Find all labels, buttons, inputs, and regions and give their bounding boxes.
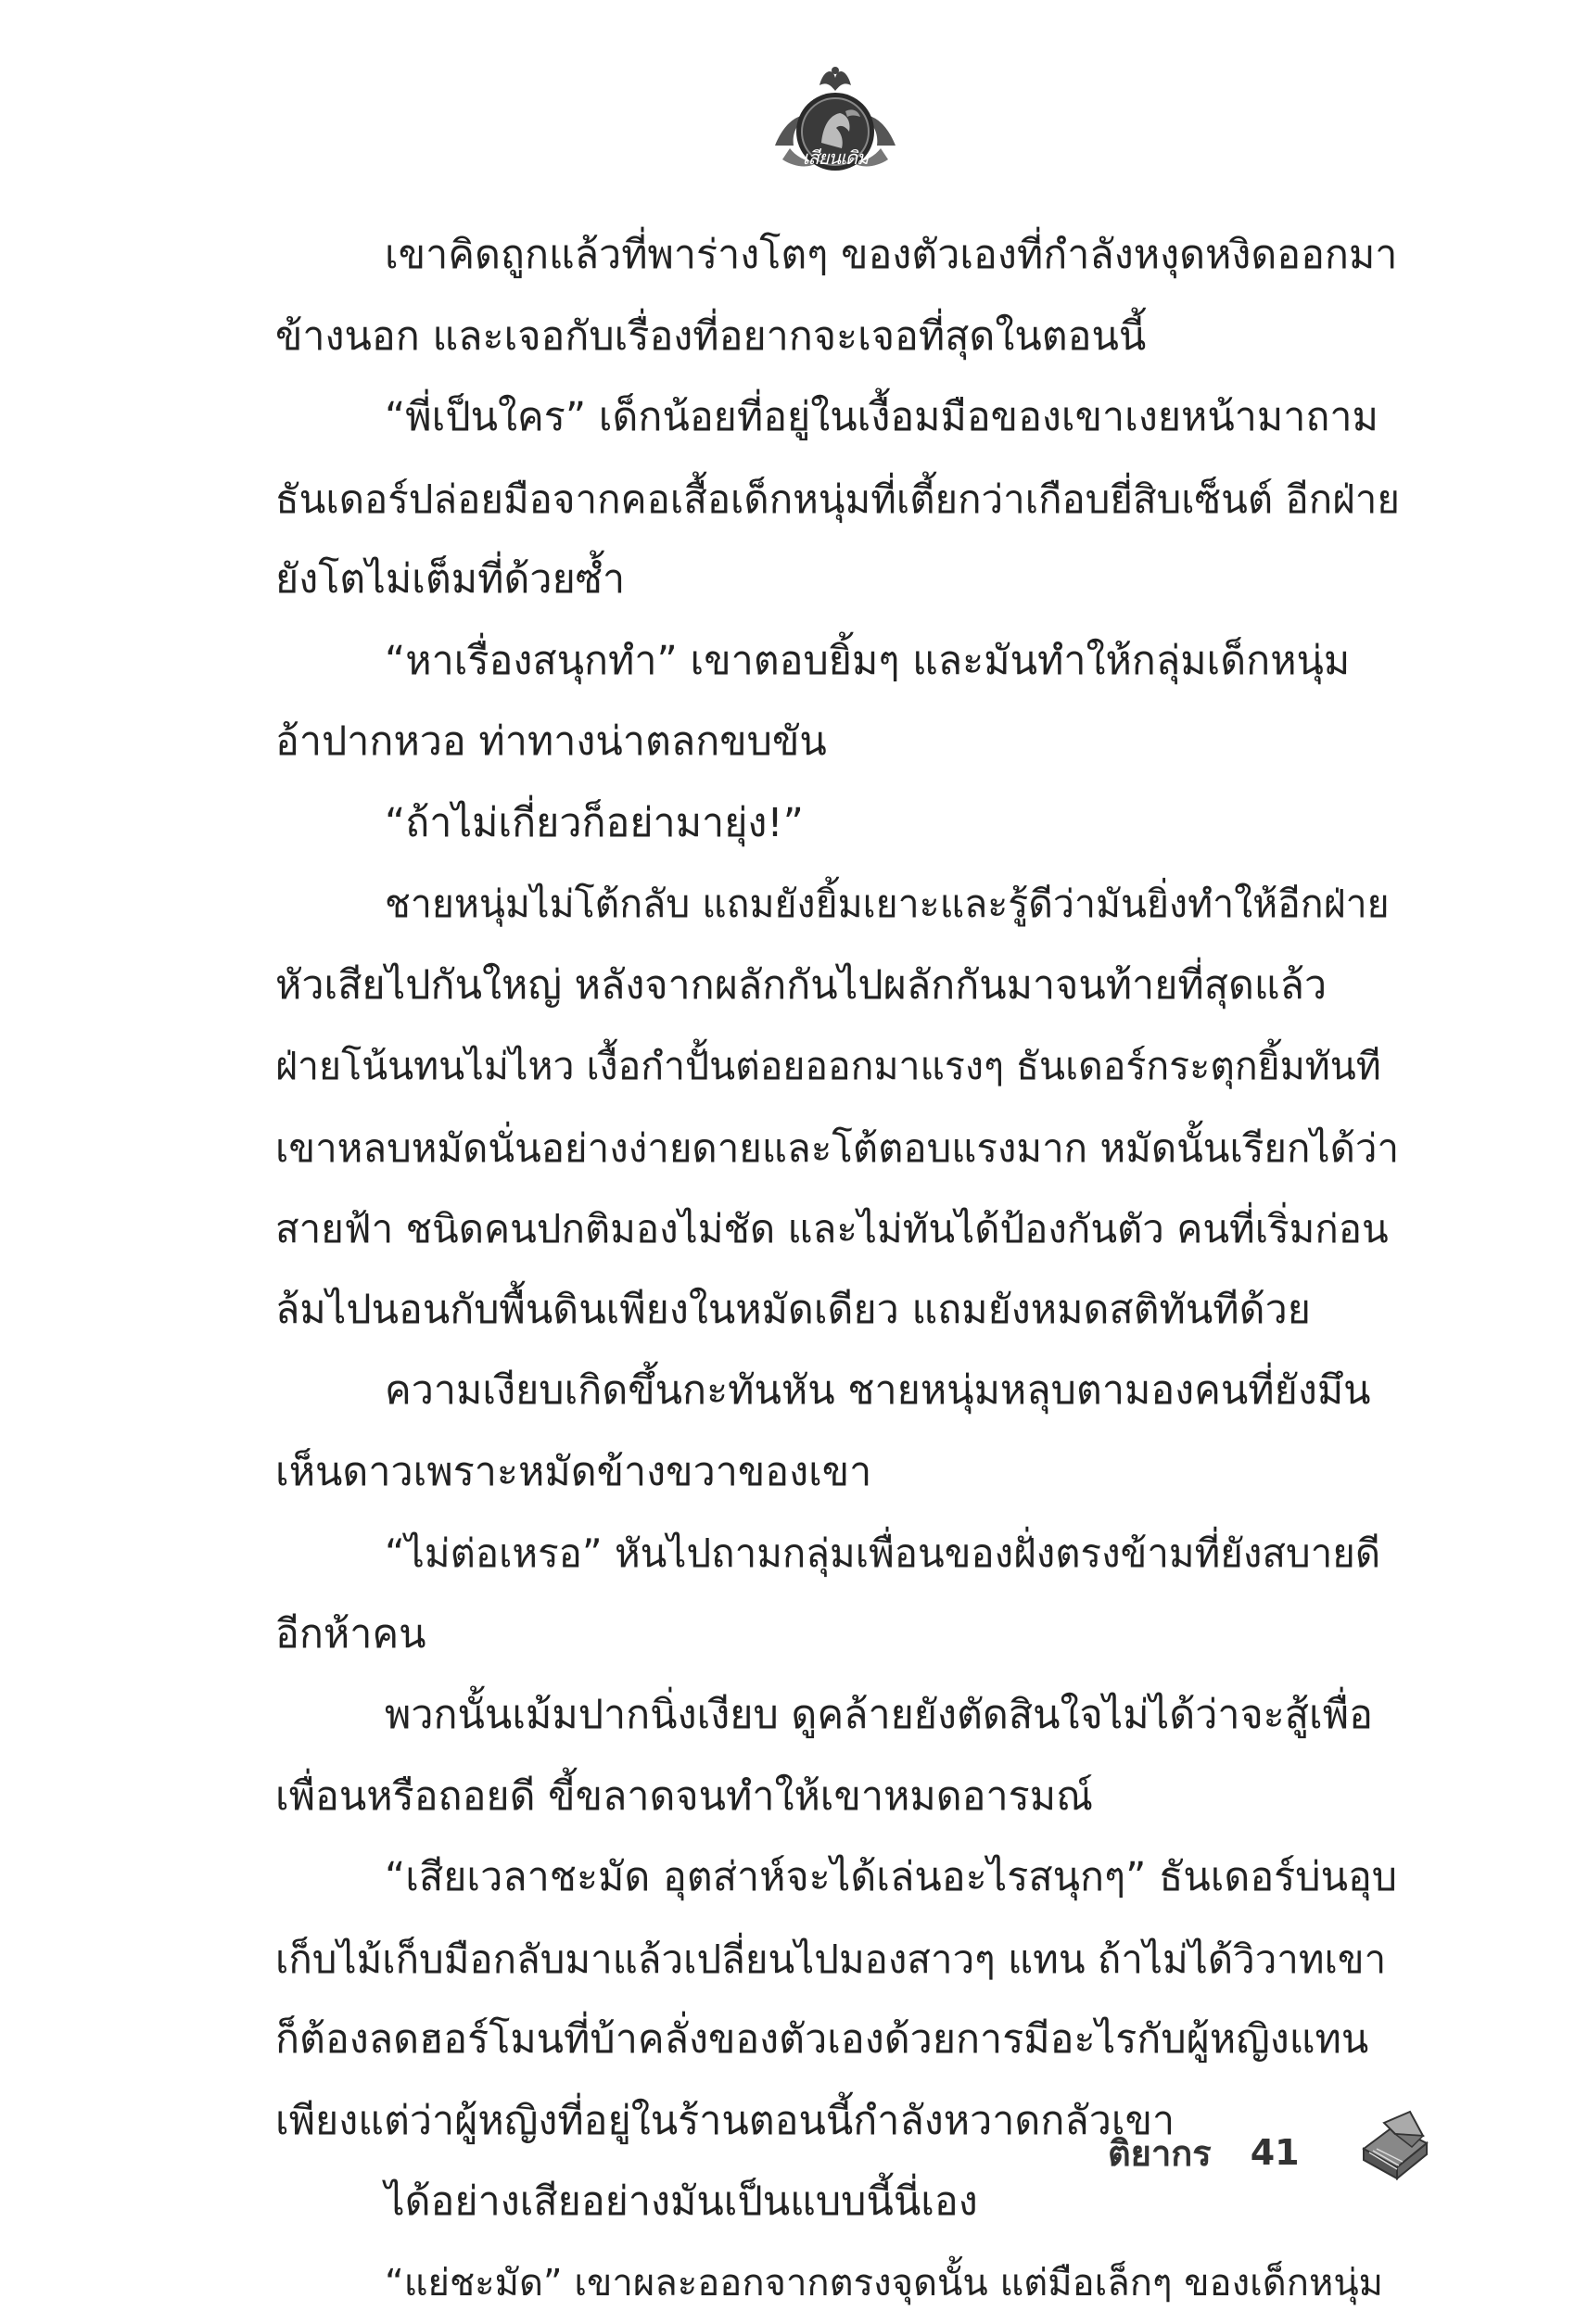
header-logo bbox=[766, 57, 905, 187]
text-line: ก็ต้องลดฮอร์โมนที่บ้าคลั่งของตัวเองด้วยการมีอะไรกับผู้หญิงแทน bbox=[275, 2000, 1400, 2081]
text-line: พวกนั้นเม้มปากนิ่งเงียบ ดูคล้ายยังตัดสินใจไม่ได้ว่าจะสู้เพื่อ bbox=[275, 1675, 1400, 1757]
text-line: เขาหลบหมัดนั่นอย่างง่ายดายและโต้ตอบแรงมาก หมัดนั้นเรียกได้ว่า bbox=[275, 1108, 1400, 1189]
text-line: เพียงแต่ว่าผู้หญิงที่อยู่ในร้านตอนนี้กำลังหวาดกลัวเขา bbox=[275, 2081, 1400, 2163]
logo-text: เสียนเดิม bbox=[766, 143, 905, 172]
text-line: ข้างนอก และเจอกับเรื่องที่อยากจะเจอที่สุดในตอนนี้ bbox=[275, 297, 1400, 378]
text-line: ฝ่ายโน้นทนไม่ไหว เงื้อกำปั้นต่อยออกมาแรงๆ ธันเดอร์กระตุกยิ้มทันที bbox=[275, 1026, 1400, 1108]
text-line: ความเงียบเกิดขึ้นกะทันหัน ชายหนุ่มหลุบตามองคนที่ยังมึน bbox=[275, 1351, 1400, 1432]
text-line: เพื่อนหรือถอยดี ขี้ขลาดจนทำให้เขาหมดอารมณ์ bbox=[275, 1757, 1400, 1838]
text-line: หัวเสียไปกันใหญ่ หลังจากผลักกันไปผลักกันมาจนท้ายที่สุดแล้ว bbox=[275, 946, 1400, 1027]
text-line: ยังโตไม่เต็มที่ด้วยซ้ำ bbox=[275, 540, 1400, 621]
text-line: สายฟ้า ชนิดคนปกติมองไม่ชัด และไม่ทันได้ป้องกันตัว คนที่เริ่มก่อน bbox=[275, 1188, 1400, 1270]
text-line: อีกห้าคน bbox=[275, 1594, 1400, 1676]
text-line: ได้อย่างเสียอย่างมันเป็นแบบนี้นี่เอง bbox=[275, 2162, 1400, 2243]
text-line: เห็นดาวเพราะหมัดข้างขวาของเขา bbox=[275, 1432, 1400, 1514]
text-line: อ้าปากหวอ ท่าทางน่าตลกขบขัน bbox=[275, 702, 1400, 783]
text-line: ชายหนุ่มไม่โต้กลับ แถมยังยิ้มเยาะและรู้ดีว่ามันยิ่งทำให้อีกฝ่าย bbox=[275, 864, 1400, 946]
text-line: ธันเดอร์ปล่อยมือจากคอเสื้อเด็กหนุ่มที่เตี้ยกว่าเกือบยี่สิบเซ็นต์ อีกฝ่าย bbox=[275, 459, 1400, 540]
text-line: “ถ้าไม่เกี่ยวก็อย่ามายุ่ง!” bbox=[275, 783, 1400, 865]
book-icon bbox=[1356, 2108, 1432, 2193]
text-line: “ไม่ต่อเหรอ” หันไปถามกลุ่มเพื่อนของฝั่งตรงข้ามที่ยังสบายดี bbox=[275, 1513, 1400, 1594]
text-line: เก็บไม้เก็บมือกลับมาแล้วเปลี่ยนไปมองสาวๆ แทน ถ้าไม่ได้วิวาทเขา bbox=[275, 1919, 1400, 2000]
text-line: “หาเรื่องสนุกทำ” เขาตอบยิ้มๆ และมันทำให้กลุ่มเด็กหนุ่ม bbox=[275, 621, 1400, 703]
text-line: “แย่ชะมัด” เขาผละออกจากตรงจุดนั้น แต่มือเล็กๆ ของเด็กหนุ่ม bbox=[275, 2243, 1400, 2324]
text-line: เขาคิดถูกแล้วที่พาร่างโตๆ ของตัวเองที่กำลังหงุดหงิดออกมา bbox=[275, 215, 1400, 297]
text-line: “พี่เป็นใคร” เด็กน้อยที่อยู่ในเงื้อมมือของเขาเงยหน้ามาถาม bbox=[275, 377, 1400, 459]
text-line: ล้มไปนอนกับพื้นดินเพียงในหมัดเดียว แถมยังหมดสติทันทีด้วย bbox=[275, 1270, 1400, 1352]
body-text bbox=[275, 215, 1400, 2324]
page-number: 41 bbox=[1251, 2132, 1300, 2173]
book-title: ติยากร bbox=[1108, 2125, 1212, 2181]
page-footer bbox=[1108, 2120, 1300, 2185]
text-line: “เสียเวลาชะมัด อุตส่าห์จะได้เล่นอะไรสนุกๆ” ธันเดอร์บ่นอุบ bbox=[275, 1837, 1400, 1919]
